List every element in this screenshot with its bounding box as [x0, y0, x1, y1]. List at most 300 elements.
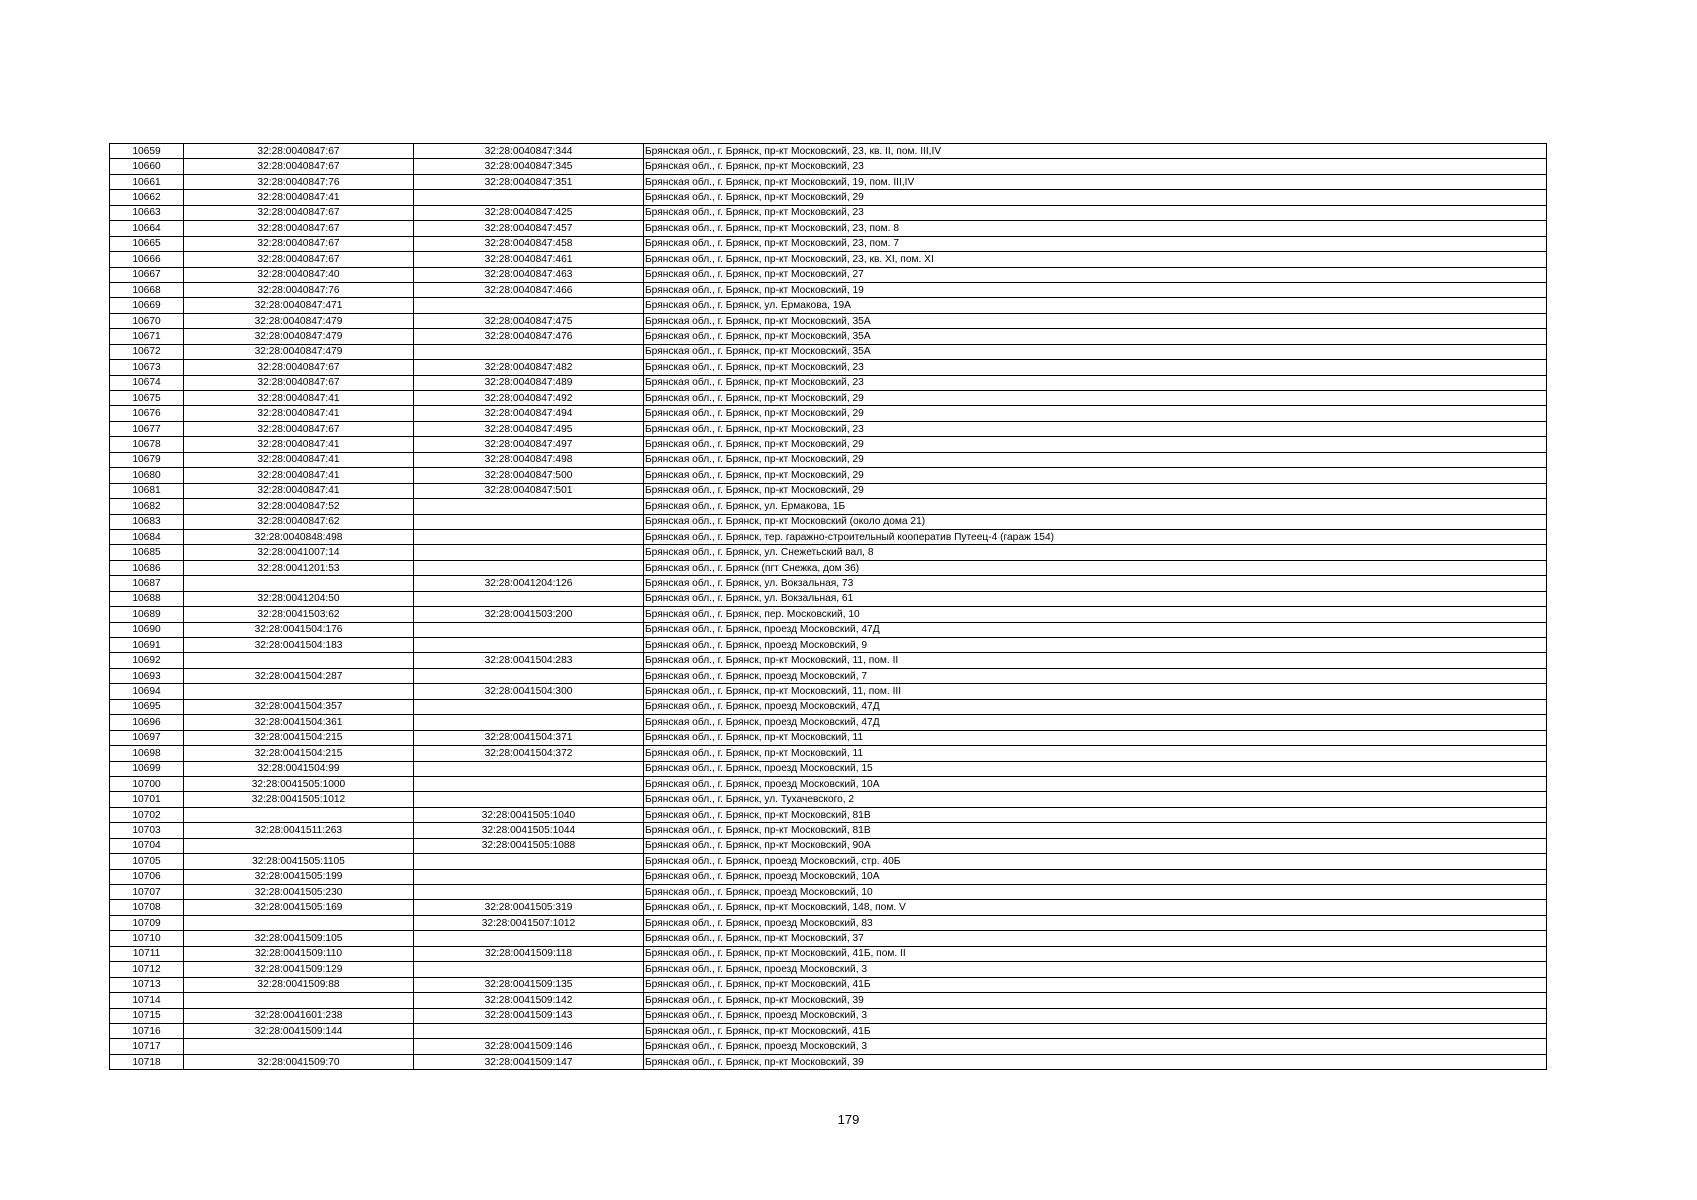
object-cadastral-number-cell: [414, 931, 644, 946]
address-cell: Брянская обл., г. Брянск, пер. Московский, 10: [644, 607, 1547, 622]
cadastral-number-cell: 32:28:0040847:67: [184, 252, 414, 267]
table-row: [110, 792, 1547, 807]
object-cadastral-number-cell: [414, 638, 644, 653]
object-cadastral-number-cell: 32:28:0040847:345: [414, 159, 644, 174]
row-number-cell: 10664: [110, 221, 184, 236]
object-cadastral-number-cell: [414, 298, 644, 313]
row-number-cell: 10691: [110, 638, 184, 653]
object-cadastral-number-cell: 32:28:0040847:492: [414, 391, 644, 406]
address-cell: Брянская обл., г. Брянск, пр-кт Московский, 29: [644, 468, 1547, 483]
object-cadastral-number-cell: 32:28:0040847:498: [414, 452, 644, 467]
object-cadastral-number-cell: 32:28:0041504:300: [414, 684, 644, 699]
table-row: [110, 653, 1547, 668]
table-row: [110, 885, 1547, 900]
row-number-cell: 10672: [110, 344, 184, 359]
object-cadastral-number-cell: 32:28:0040847:351: [414, 174, 644, 189]
address-cell: Брянская обл., г. Брянск, пр-кт Московский, 39: [644, 1054, 1547, 1069]
object-cadastral-number-cell: 32:28:0041505:1044: [414, 823, 644, 838]
object-cadastral-number-cell: 32:28:0040847:495: [414, 421, 644, 436]
table-row: [110, 931, 1547, 946]
address-cell: Брянская обл., г. Брянск, пр-кт Московский, 41Б: [644, 1023, 1547, 1038]
object-cadastral-number-cell: 32:28:0040847:344: [414, 144, 644, 159]
address-cell: Брянская обл., г. Брянск, пр-кт Московский, 29: [644, 190, 1547, 205]
row-number-cell: 10710: [110, 931, 184, 946]
table-row: [110, 421, 1547, 436]
object-cadastral-number-cell: [414, 761, 644, 776]
object-cadastral-number-cell: 32:28:0041509:135: [414, 977, 644, 992]
cadastral-number-cell: 32:28:0040847:67: [184, 205, 414, 220]
address-cell: Брянская обл., г. Брянск, пр-кт Московский, 23, кв. XI, пом. XI: [644, 252, 1547, 267]
row-number-cell: 10712: [110, 962, 184, 977]
table-row: [110, 1023, 1547, 1038]
cadastral-number-cell: 32:28:0040847:67: [184, 360, 414, 375]
table-row: [110, 576, 1547, 591]
cadastral-number-cell: 32:28:0041505:1105: [184, 854, 414, 869]
row-number-cell: 10662: [110, 190, 184, 205]
row-number-cell: 10675: [110, 391, 184, 406]
cadastral-number-cell: 32:28:0041204:50: [184, 591, 414, 606]
address-cell: Брянская обл., г. Брянск, пр-кт Московский, 41Б: [644, 977, 1547, 992]
object-cadastral-number-cell: 32:28:0041509:147: [414, 1054, 644, 1069]
row-number-cell: 10676: [110, 406, 184, 421]
object-cadastral-number-cell: 32:28:0040847:463: [414, 267, 644, 282]
address-cell: Брянская обл., г. Брянск, проезд Московский, 3: [644, 962, 1547, 977]
table-row: [110, 174, 1547, 189]
row-number-cell: 10714: [110, 993, 184, 1008]
object-cadastral-number-cell: [414, 699, 644, 714]
object-cadastral-number-cell: 32:28:0040847:489: [414, 375, 644, 390]
address-cell: Брянская обл., г. Брянск, пр-кт Московский, 23: [644, 159, 1547, 174]
address-cell: Брянская обл., г. Брянск, проезд Московский, 10А: [644, 776, 1547, 791]
address-cell: Брянская обл., г. Брянск, пр-кт Московский, 29: [644, 437, 1547, 452]
cadastral-number-cell: [184, 838, 414, 853]
cadastral-number-cell: 32:28:0041505:199: [184, 869, 414, 884]
cadastral-number-cell: 32:28:0041504:287: [184, 668, 414, 683]
object-cadastral-number-cell: 32:28:0041504:372: [414, 746, 644, 761]
object-cadastral-number-cell: 32:28:0040847:425: [414, 205, 644, 220]
address-cell: Брянская обл., г. Брянск, пр-кт Московский, 37: [644, 931, 1547, 946]
table-row: [110, 360, 1547, 375]
object-cadastral-number-cell: 32:28:0041503:200: [414, 607, 644, 622]
address-cell: Брянская обл., г. Брянск, ул. Тухачевского, 2: [644, 792, 1547, 807]
address-cell: Брянская обл., г. Брянск, пр-кт Московский, 23: [644, 360, 1547, 375]
cadastral-number-cell: 32:28:0040847:67: [184, 421, 414, 436]
row-number-cell: 10666: [110, 252, 184, 267]
object-cadastral-number-cell: 32:28:0040847:461: [414, 252, 644, 267]
cadastral-number-cell: 32:28:0040847:62: [184, 514, 414, 529]
row-number-cell: 10659: [110, 144, 184, 159]
row-number-cell: 10703: [110, 823, 184, 838]
table-row: [110, 622, 1547, 637]
object-cadastral-number-cell: [414, 885, 644, 900]
address-cell: Брянская обл., г. Брянск, ул. Снежетьский вал, 8: [644, 545, 1547, 560]
cadastral-number-cell: 32:28:0041504:357: [184, 699, 414, 714]
row-number-cell: 10665: [110, 236, 184, 251]
row-number-cell: 10713: [110, 977, 184, 992]
row-number-cell: 10678: [110, 437, 184, 452]
object-cadastral-number-cell: [414, 514, 644, 529]
table-row: [110, 437, 1547, 452]
address-cell: Брянская обл., г. Брянск, проезд Московский, 15: [644, 761, 1547, 776]
address-cell: Брянская обл., г. Брянск, пр-кт Московский, 19, пом. III,IV: [644, 174, 1547, 189]
object-cadastral-number-cell: [414, 962, 644, 977]
row-number-cell: 10677: [110, 421, 184, 436]
address-cell: Брянская обл., г. Брянск, проезд Московский, 10А: [644, 869, 1547, 884]
row-number-cell: 10696: [110, 715, 184, 730]
cadastral-number-cell: 32:28:0041007:14: [184, 545, 414, 560]
table-row: [110, 776, 1547, 791]
row-number-cell: 10701: [110, 792, 184, 807]
cadastral-number-cell: 32:28:0041509:129: [184, 962, 414, 977]
address-cell: Брянская обл., г. Брянск, пр-кт Московский, 23: [644, 205, 1547, 220]
table-row: [110, 1008, 1547, 1023]
table-row: [110, 699, 1547, 714]
cadastral-number-cell: 32:28:0040847:479: [184, 329, 414, 344]
row-number-cell: 10671: [110, 329, 184, 344]
table-row: [110, 144, 1547, 159]
object-cadastral-number-cell: 32:28:0040847:500: [414, 468, 644, 483]
address-cell: Брянская обл., г. Брянск, пр-кт Московский, 41Б, пом. II: [644, 946, 1547, 961]
cadastral-number-cell: 32:28:0041505:230: [184, 885, 414, 900]
cadastral-number-cell: 32:28:0041504:183: [184, 638, 414, 653]
cadastral-number-cell: 32:28:0040847:67: [184, 159, 414, 174]
address-cell: Брянская обл., г. Брянск, пр-кт Московский, 29: [644, 391, 1547, 406]
address-cell: Брянская обл., г. Брянск, ул. Ермакова, 19А: [644, 298, 1547, 313]
address-cell: Брянская обл., г. Брянск, пр-кт Московский, 81В: [644, 807, 1547, 822]
row-number-cell: 10705: [110, 854, 184, 869]
table-row: [110, 375, 1547, 390]
address-cell: Брянская обл., г. Брянск, пр-кт Московский, 35А: [644, 329, 1547, 344]
address-cell: Брянская обл., г. Брянск, проезд Московский, 9: [644, 638, 1547, 653]
table-row: [110, 746, 1547, 761]
table-row: [110, 591, 1547, 606]
table-row: [110, 298, 1547, 313]
address-cell: Брянская обл., г. Брянск, пр-кт Московский, 11: [644, 746, 1547, 761]
address-cell: Брянская обл., г. Брянск, пр-кт Московский, 81В: [644, 823, 1547, 838]
cadastral-number-cell: 32:28:0040847:479: [184, 344, 414, 359]
object-cadastral-number-cell: 32:28:0040847:466: [414, 282, 644, 297]
table-body: [110, 144, 1547, 1070]
cadastral-number-cell: 32:28:0040847:40: [184, 267, 414, 282]
cadastral-number-cell: 32:28:0041505:1000: [184, 776, 414, 791]
row-number-cell: 10668: [110, 282, 184, 297]
cadastral-number-cell: 32:28:0040847:67: [184, 144, 414, 159]
cadastral-number-cell: 32:28:0040847:41: [184, 437, 414, 452]
object-cadastral-number-cell: 32:28:0040847:494: [414, 406, 644, 421]
address-cell: Брянская обл., г. Брянск, пр-кт Московский (около дома 21): [644, 514, 1547, 529]
table-row: [110, 468, 1547, 483]
cadastral-number-cell: 32:28:0040847:41: [184, 406, 414, 421]
cadastral-number-cell: 32:28:0041601:238: [184, 1008, 414, 1023]
row-number-cell: 10687: [110, 576, 184, 591]
table-row: [110, 915, 1547, 930]
table-row: [110, 854, 1547, 869]
address-cell: Брянская обл., г. Брянск, пр-кт Московский, 27: [644, 267, 1547, 282]
row-number-cell: 10689: [110, 607, 184, 622]
table-row: [110, 514, 1547, 529]
address-cell: Брянская обл., г. Брянск, пр-кт Московский, 29: [644, 483, 1547, 498]
row-number-cell: 10683: [110, 514, 184, 529]
cadastral-number-cell: 32:28:0041504:176: [184, 622, 414, 637]
row-number-cell: 10684: [110, 529, 184, 544]
cadastral-number-cell: 32:28:0041505:1012: [184, 792, 414, 807]
table-row: [110, 159, 1547, 174]
row-number-cell: 10695: [110, 699, 184, 714]
row-number-cell: 10669: [110, 298, 184, 313]
object-cadastral-number-cell: 32:28:0040847:501: [414, 483, 644, 498]
object-cadastral-number-cell: [414, 529, 644, 544]
object-cadastral-number-cell: [414, 1023, 644, 1038]
row-number-cell: 10667: [110, 267, 184, 282]
cadastral-number-cell: 32:28:0040847:67: [184, 375, 414, 390]
cadastral-number-cell: 32:28:0041504:361: [184, 715, 414, 730]
table-row: [110, 545, 1547, 560]
object-cadastral-number-cell: [414, 668, 644, 683]
object-cadastral-number-cell: [414, 190, 644, 205]
cadastral-number-cell: [184, 993, 414, 1008]
address-cell: Брянская обл., г. Брянск, проезд Московский, 47Д: [644, 699, 1547, 714]
address-cell: Брянская обл., г. Брянск (пгт Снежка, дом 36): [644, 560, 1547, 575]
table-row: [110, 900, 1547, 915]
object-cadastral-number-cell: 32:28:0041504:371: [414, 730, 644, 745]
cadastral-number-cell: 32:28:0040847:41: [184, 468, 414, 483]
object-cadastral-number-cell: 32:28:0041509:142: [414, 993, 644, 1008]
address-cell: Брянская обл., г. Брянск, проезд Московский, стр. 40Б: [644, 854, 1547, 869]
table-row: [110, 267, 1547, 282]
page-number: 179: [837, 1112, 860, 1127]
table-row: [110, 715, 1547, 730]
cadastral-number-cell: [184, 653, 414, 668]
cadastral-number-cell: 32:28:0040848:498: [184, 529, 414, 544]
address-cell: Брянская обл., г. Брянск, пр-кт Московский, 23: [644, 421, 1547, 436]
cadastral-number-cell: 32:28:0041509:105: [184, 931, 414, 946]
row-number-cell: 10697: [110, 730, 184, 745]
cadastral-number-cell: 32:28:0040847:471: [184, 298, 414, 313]
object-cadastral-number-cell: 32:28:0041509:118: [414, 946, 644, 961]
row-number-cell: 10682: [110, 499, 184, 514]
row-number-cell: 10717: [110, 1039, 184, 1054]
address-cell: Брянская обл., г. Брянск, пр-кт Московский, 23, пом. 7: [644, 236, 1547, 251]
row-number-cell: 10707: [110, 885, 184, 900]
object-cadastral-number-cell: [414, 560, 644, 575]
cadastral-number-cell: 32:28:0040847:52: [184, 499, 414, 514]
cadastral-number-cell: 32:28:0041509:88: [184, 977, 414, 992]
object-cadastral-number-cell: 32:28:0040847:482: [414, 360, 644, 375]
address-cell: Брянская обл., г. Брянск, пр-кт Московский, 11, пом. II: [644, 653, 1547, 668]
address-cell: Брянская обл., г. Брянск, проезд Московский, 3: [644, 1039, 1547, 1054]
table-row: [110, 205, 1547, 220]
address-cell: Брянская обл., г. Брянск, проезд Московский, 83: [644, 915, 1547, 930]
cadastral-number-cell: 32:28:0040847:76: [184, 174, 414, 189]
address-cell: Брянская обл., г. Брянск, проезд Московский, 47Д: [644, 622, 1547, 637]
table-row: [110, 869, 1547, 884]
cadastral-number-cell: 32:28:0041504:215: [184, 746, 414, 761]
row-number-cell: 10702: [110, 807, 184, 822]
table-row: [110, 823, 1547, 838]
address-cell: Брянская обл., г. Брянск, пр-кт Московский, 148, пом. V: [644, 900, 1547, 915]
object-cadastral-number-cell: 32:28:0041509:146: [414, 1039, 644, 1054]
row-number-cell: 10700: [110, 776, 184, 791]
row-number-cell: 10660: [110, 159, 184, 174]
table-row: [110, 638, 1547, 653]
object-cadastral-number-cell: 32:28:0040847:476: [414, 329, 644, 344]
address-cell: Брянская обл., г. Брянск, пр-кт Московский, 11, пом. III: [644, 684, 1547, 699]
address-cell: Брянская обл., г. Брянск, проезд Московский, 3: [644, 1008, 1547, 1023]
row-number-cell: 10680: [110, 468, 184, 483]
row-number-cell: 10673: [110, 360, 184, 375]
address-cell: Брянская обл., г. Брянск, пр-кт Московский, 39: [644, 993, 1547, 1008]
cadastral-number-cell: [184, 807, 414, 822]
object-cadastral-number-cell: 32:28:0041505:319: [414, 900, 644, 915]
cadastral-number-cell: 32:28:0041505:169: [184, 900, 414, 915]
object-cadastral-number-cell: [414, 545, 644, 560]
row-number-cell: 10674: [110, 375, 184, 390]
table-row: [110, 190, 1547, 205]
table-row: [110, 499, 1547, 514]
cadastral-number-cell: [184, 1039, 414, 1054]
table-row: [110, 761, 1547, 776]
row-number-cell: 10690: [110, 622, 184, 637]
table-row: [110, 962, 1547, 977]
row-number-cell: 10693: [110, 668, 184, 683]
table-row: [110, 1039, 1547, 1054]
address-cell: Брянская обл., г. Брянск, пр-кт Московский, 29: [644, 452, 1547, 467]
table-row: [110, 977, 1547, 992]
row-number-cell: 10681: [110, 483, 184, 498]
address-cell: Брянская обл., г. Брянск, пр-кт Московский, 11: [644, 730, 1547, 745]
table-row: [110, 560, 1547, 575]
object-cadastral-number-cell: 32:28:0040847:457: [414, 221, 644, 236]
object-cadastral-number-cell: 32:28:0041504:283: [414, 653, 644, 668]
row-number-cell: 10708: [110, 900, 184, 915]
cadastral-number-cell: 32:28:0040847:41: [184, 483, 414, 498]
address-cell: Брянская обл., г. Брянск, пр-кт Московский, 23: [644, 375, 1547, 390]
cadastral-number-cell: [184, 684, 414, 699]
cadastral-number-cell: 32:28:0041509:144: [184, 1023, 414, 1038]
cadastral-number-cell: 32:28:0040847:67: [184, 221, 414, 236]
address-cell: Брянская обл., г. Брянск, пр-кт Московский, 23, кв. II, пом. III,IV: [644, 144, 1547, 159]
row-number-cell: 10686: [110, 560, 184, 575]
table-row: [110, 236, 1547, 251]
row-number-cell: 10694: [110, 684, 184, 699]
table-row: [110, 329, 1547, 344]
cadastral-number-cell: 32:28:0040847:41: [184, 452, 414, 467]
table-row: [110, 252, 1547, 267]
row-number-cell: 10679: [110, 452, 184, 467]
cadastral-number-cell: 32:28:0041511:263: [184, 823, 414, 838]
row-number-cell: 10692: [110, 653, 184, 668]
address-cell: Брянская обл., г. Брянск, пр-кт Московский, 23, пом. 8: [644, 221, 1547, 236]
cadastral-number-cell: 32:28:0041509:110: [184, 946, 414, 961]
table-row: [110, 483, 1547, 498]
table-row: [110, 607, 1547, 622]
row-number-cell: 10704: [110, 838, 184, 853]
object-cadastral-number-cell: [414, 854, 644, 869]
table-row: [110, 452, 1547, 467]
table-row: [110, 1054, 1547, 1069]
row-number-cell: 10711: [110, 946, 184, 961]
cadastral-number-cell: 32:28:0040847:76: [184, 282, 414, 297]
cadastral-number-cell: 32:28:0041509:70: [184, 1054, 414, 1069]
table-row: [110, 668, 1547, 683]
address-cell: Брянская обл., г. Брянск, пр-кт Московский, 19: [644, 282, 1547, 297]
cadastral-number-cell: 32:28:0040847:479: [184, 313, 414, 328]
row-number-cell: 10688: [110, 591, 184, 606]
table-row: [110, 529, 1547, 544]
address-cell: Брянская обл., г. Брянск, ул. Вокзальная, 61: [644, 591, 1547, 606]
table-row: [110, 391, 1547, 406]
cadastral-number-cell: [184, 915, 414, 930]
cadastral-number-cell: 32:28:0041504:215: [184, 730, 414, 745]
address-cell: Брянская обл., г. Брянск, ул. Вокзальная, 73: [644, 576, 1547, 591]
object-cadastral-number-cell: [414, 622, 644, 637]
object-cadastral-number-cell: 32:28:0041507:1012: [414, 915, 644, 930]
row-number-cell: 10661: [110, 174, 184, 189]
object-cadastral-number-cell: 32:28:0040847:458: [414, 236, 644, 251]
address-cell: Брянская обл., г. Брянск, ул. Ермакова, 1Б: [644, 499, 1547, 514]
address-cell: Брянская обл., г. Брянск, пр-кт Московский, 90А: [644, 838, 1547, 853]
table-row: [110, 684, 1547, 699]
object-cadastral-number-cell: [414, 344, 644, 359]
address-cell: Брянская обл., г. Брянск, проезд Московский, 47Д: [644, 715, 1547, 730]
property-table: [109, 143, 1547, 1070]
row-number-cell: 10670: [110, 313, 184, 328]
table-row: [110, 730, 1547, 745]
row-number-cell: 10716: [110, 1023, 184, 1038]
object-cadastral-number-cell: [414, 776, 644, 791]
table-row: [110, 807, 1547, 822]
cadastral-number-cell: [184, 576, 414, 591]
object-cadastral-number-cell: 32:28:0041204:126: [414, 576, 644, 591]
object-cadastral-number-cell: [414, 499, 644, 514]
object-cadastral-number-cell: [414, 591, 644, 606]
cadastral-number-cell: 32:28:0041504:99: [184, 761, 414, 776]
object-cadastral-number-cell: 32:28:0040847:497: [414, 437, 644, 452]
cadastral-number-cell: 32:28:0040847:41: [184, 190, 414, 205]
row-number-cell: 10706: [110, 869, 184, 884]
cadastral-number-cell: 32:28:0040847:67: [184, 236, 414, 251]
row-number-cell: 10685: [110, 545, 184, 560]
address-cell: Брянская обл., г. Брянск, проезд Московский, 7: [644, 668, 1547, 683]
row-number-cell: 10709: [110, 915, 184, 930]
row-number-cell: 10698: [110, 746, 184, 761]
object-cadastral-number-cell: [414, 869, 644, 884]
object-cadastral-number-cell: 32:28:0041505:1040: [414, 807, 644, 822]
object-cadastral-number-cell: 32:28:0041509:143: [414, 1008, 644, 1023]
table-row: [110, 282, 1547, 297]
object-cadastral-number-cell: [414, 715, 644, 730]
object-cadastral-number-cell: 32:28:0041505:1088: [414, 838, 644, 853]
address-cell: Брянская обл., г. Брянск, пр-кт Московский, 35А: [644, 344, 1547, 359]
row-number-cell: 10663: [110, 205, 184, 220]
address-cell: Брянская обл., г. Брянск, пр-кт Московский, 29: [644, 406, 1547, 421]
cadastral-number-cell: 32:28:0040847:41: [184, 391, 414, 406]
address-cell: Брянская обл., г. Брянск, проезд Московский, 10: [644, 885, 1547, 900]
table-row: [110, 838, 1547, 853]
row-number-cell: 10699: [110, 761, 184, 776]
table-row: [110, 221, 1547, 236]
table-row: [110, 313, 1547, 328]
row-number-cell: 10715: [110, 1008, 184, 1023]
address-cell: Брянская обл., г. Брянск, пр-кт Московский, 35А: [644, 313, 1547, 328]
table-row: [110, 946, 1547, 961]
cadastral-number-cell: 32:28:0041503:62: [184, 607, 414, 622]
table-row: [110, 344, 1547, 359]
row-number-cell: 10718: [110, 1054, 184, 1069]
table-row: [110, 993, 1547, 1008]
object-cadastral-number-cell: 32:28:0040847:475: [414, 313, 644, 328]
table-row: [110, 406, 1547, 421]
